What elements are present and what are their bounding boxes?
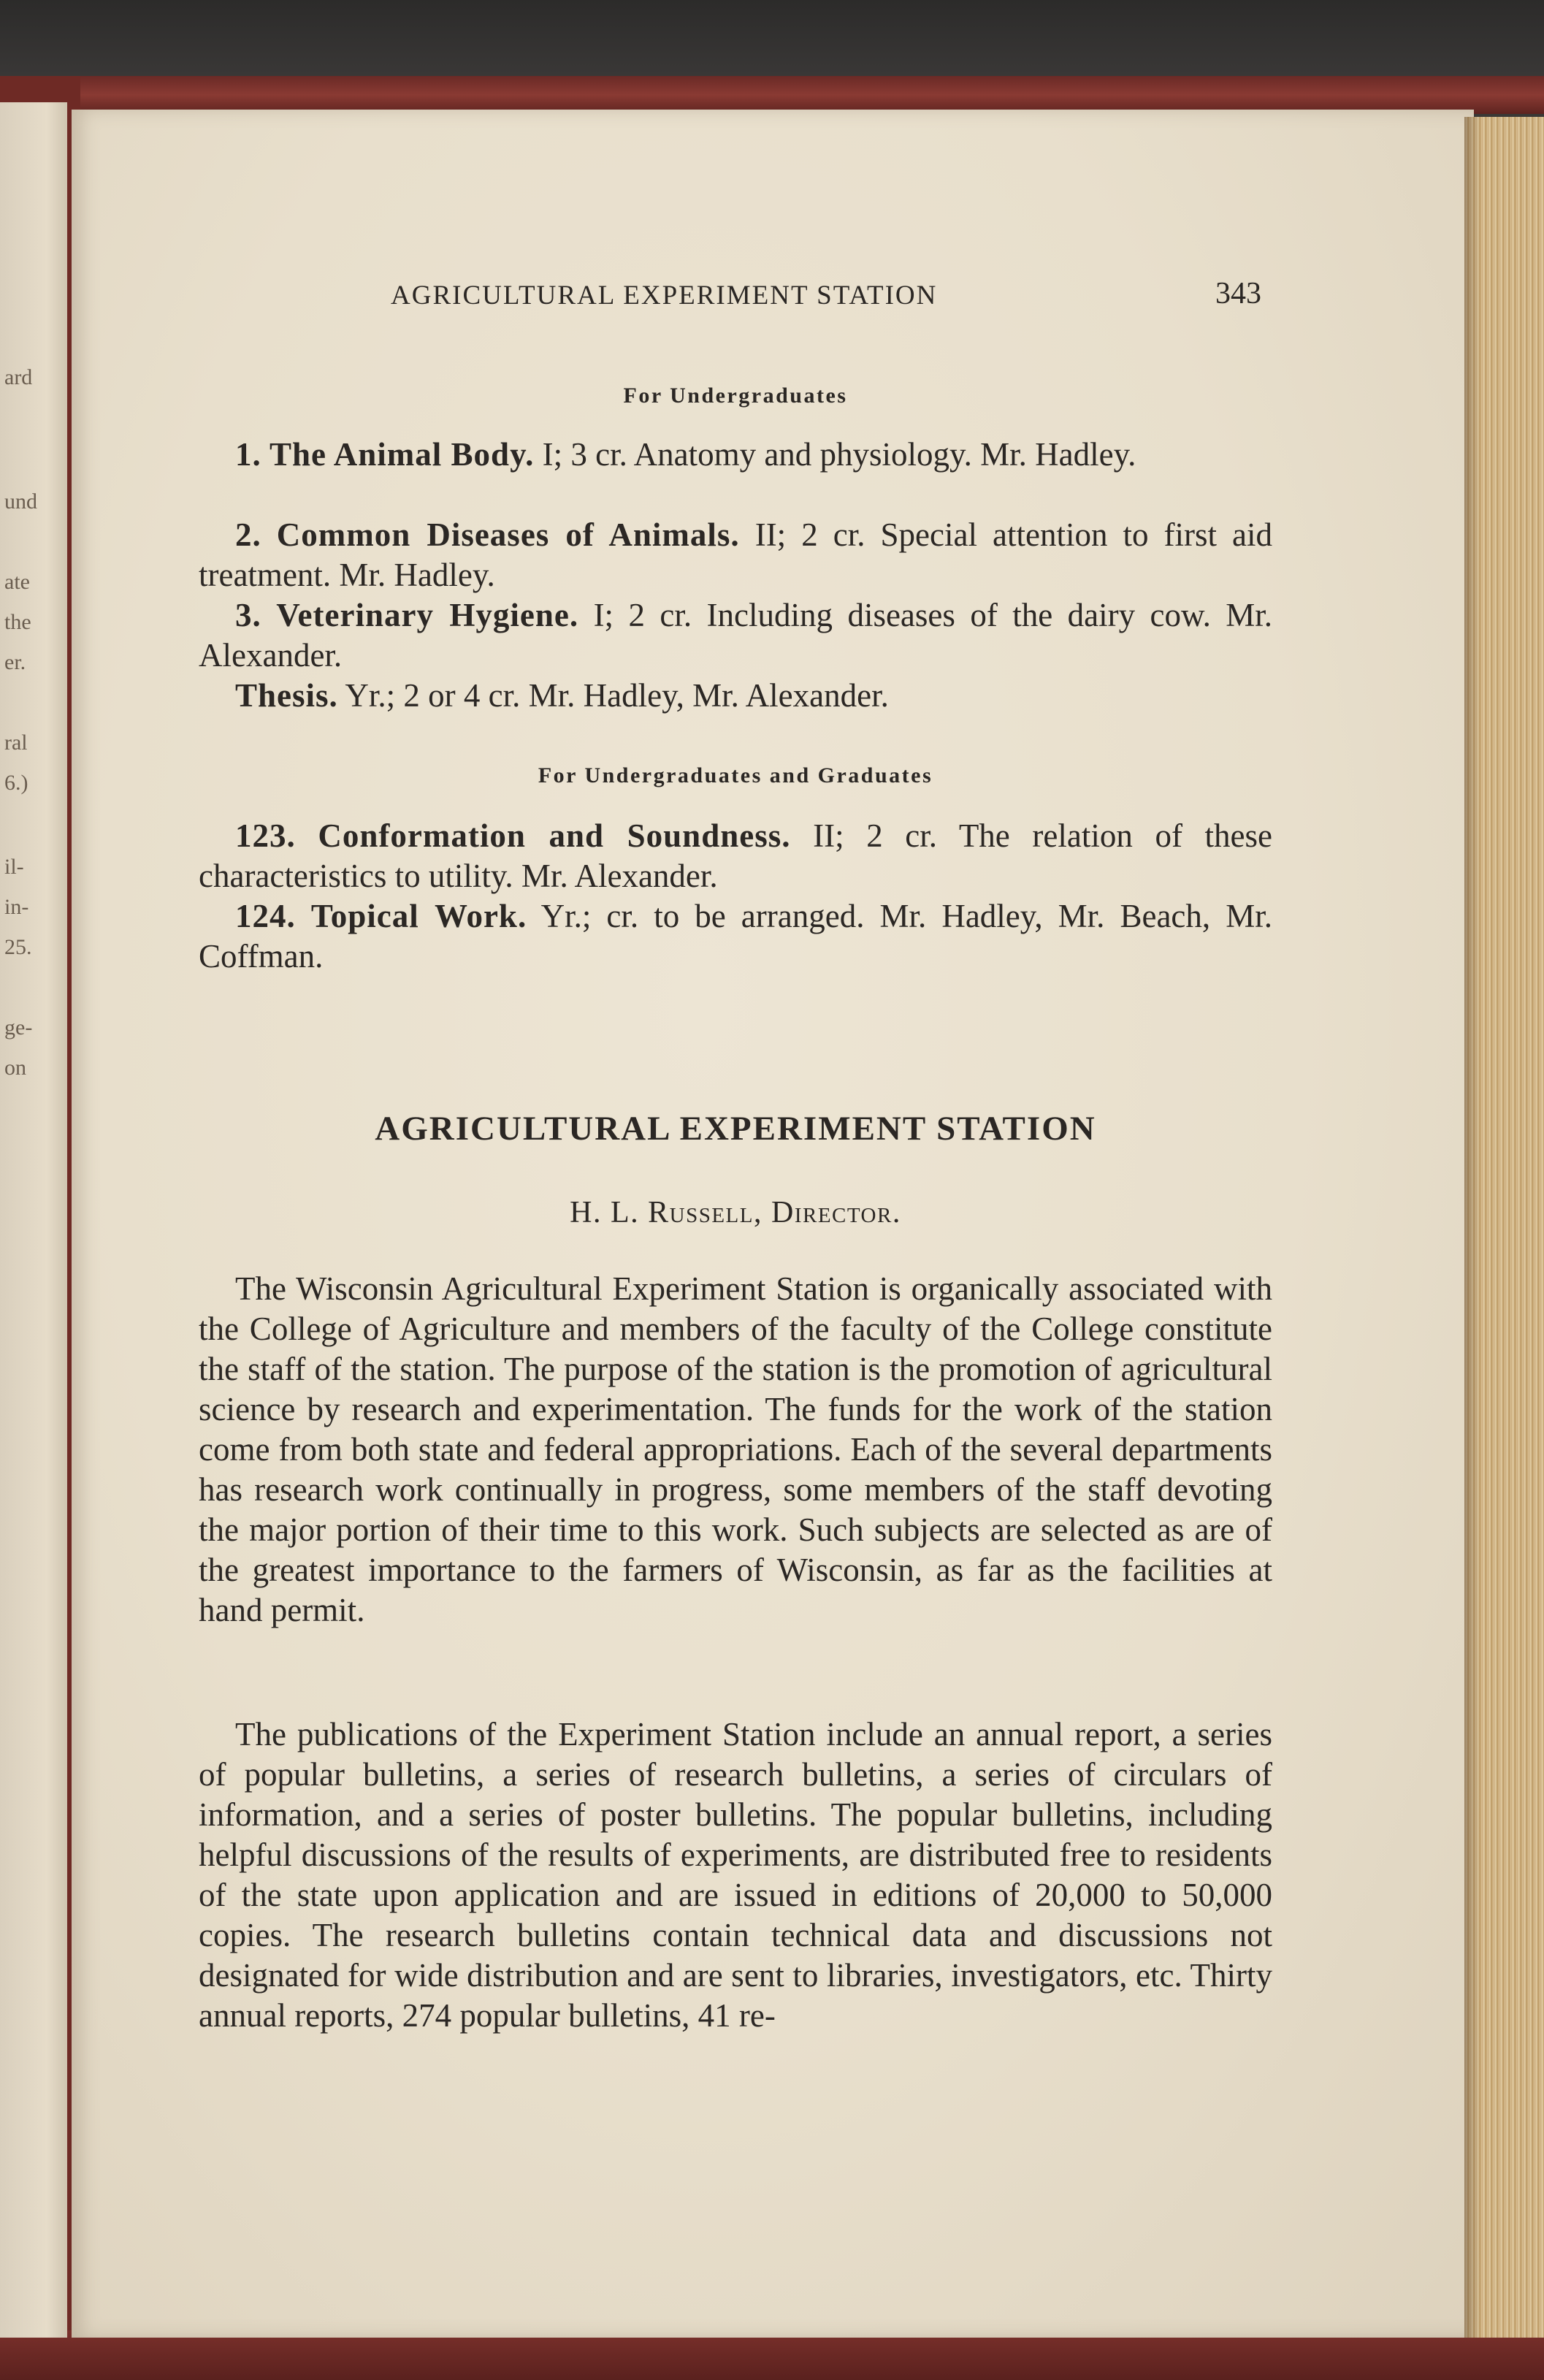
scanner-border (0, 0, 1544, 86)
course-title: Thesis. (235, 677, 338, 714)
course-number: 123. (235, 817, 296, 854)
margin-fragment: ral (4, 731, 28, 755)
course-entry (199, 595, 1272, 676)
course-title: Topical Work. (310, 898, 527, 934)
page-number: 343 (1215, 277, 1261, 310)
director-line: H. L. Russell, Director. (570, 1196, 901, 1229)
course-details: I; 3 cr. Anatomy and physiology. Mr. Hadley. (542, 436, 1136, 473)
course-title: The Animal Body. (270, 436, 535, 473)
previous-page-edge (0, 102, 67, 2338)
course-details: Yr.; 2 or 4 cr. Mr. Hadley, Mr. Alexander. (345, 677, 889, 714)
course-details: II; 2 cr. The relation of these characteristics to utility. Mr. Alexander. (199, 817, 1272, 894)
course-number: 1. (235, 436, 261, 473)
course-number: 3. (235, 597, 261, 633)
margin-fragment: und (4, 489, 37, 514)
running-head: AGRICULTURAL EXPERIMENT STATION (391, 281, 938, 310)
margin-fragment: in- (4, 895, 29, 919)
undergrad-grad-heading: For Undergraduates and Graduates (538, 763, 933, 787)
margin-fragment: ge- (4, 1015, 33, 1040)
course-details: II; 2 cr. Special attention to first aid treatment. Mr. Hadley. (199, 516, 1273, 593)
margin-fragment: il- (4, 855, 24, 879)
course-details: I; 2 cr. Including diseases of the dairy cow. Mr. Alexander. (199, 597, 1273, 674)
course-entry (199, 435, 1272, 475)
undergraduates-heading: For Undergraduates (623, 384, 848, 408)
course-entry (199, 896, 1272, 977)
margin-fragment: ard (4, 365, 33, 389)
course-details: Yr.; cr. to be arranged. Mr. Hadley, Mr. Beach, Mr. Coffman. (199, 898, 1272, 974)
course-entry (199, 515, 1272, 595)
course-number: 2. (235, 516, 261, 553)
course-title: Veterinary Hygiene. (276, 597, 579, 633)
course-entry (199, 816, 1272, 896)
margin-fragment: er. (4, 650, 26, 674)
margin-fragment: 6.) (4, 771, 28, 795)
course-title: Common Diseases of Animals. (276, 516, 740, 553)
page-edges (1464, 117, 1544, 2338)
section-title: AGRICULTURAL EXPERIMENT STATION (375, 1110, 1096, 1148)
body-paragraph: The Wisconsin Agricultural Experiment Station is organically associated with the College of Agriculture and members of the faculty of the College constitute the staff of the station. The purpose of the station is the promotion of agricultural science by research and experimentation. The funds for the work of the station come from both state and federal appropriations. Each of the several departments has research work continually in progress, some members of the staff devoting the major portion of their time to this work. Such subjects are selected as are of the greatest importance to the farmers of Wisconsin, as far as the facilities at hand permit. (199, 1270, 1272, 1628)
course-title: Conformation and Soundness. (318, 817, 791, 854)
course-number: 124. (235, 898, 296, 934)
margin-fragment: 25. (4, 935, 32, 959)
course-entry (199, 676, 1272, 716)
book-binding-bottom (0, 2330, 1544, 2380)
book-binding-top (0, 76, 1544, 114)
margin-fragment: on (4, 1056, 26, 1080)
margin-fragment: the (4, 610, 31, 634)
body-paragraph: The publications of the Experiment Station include an annual report, a series of popular bulletins, a series of research bulletins, a series of circulars of information, and a series of poster bulletins. The popular bulletins, including helpful discussions of the results of experiments, are distributed free to residents of the state upon application and are issued in editions of 20,000 to 50,000 copies. The research bulletins contain technical data and discussions not designated for wide distribution and are sent to libraries, investigators, etc. Thirty annual reports, 274 popular bulletins, 41 re- (199, 1716, 1272, 2034)
margin-fragment: ate (4, 570, 30, 594)
